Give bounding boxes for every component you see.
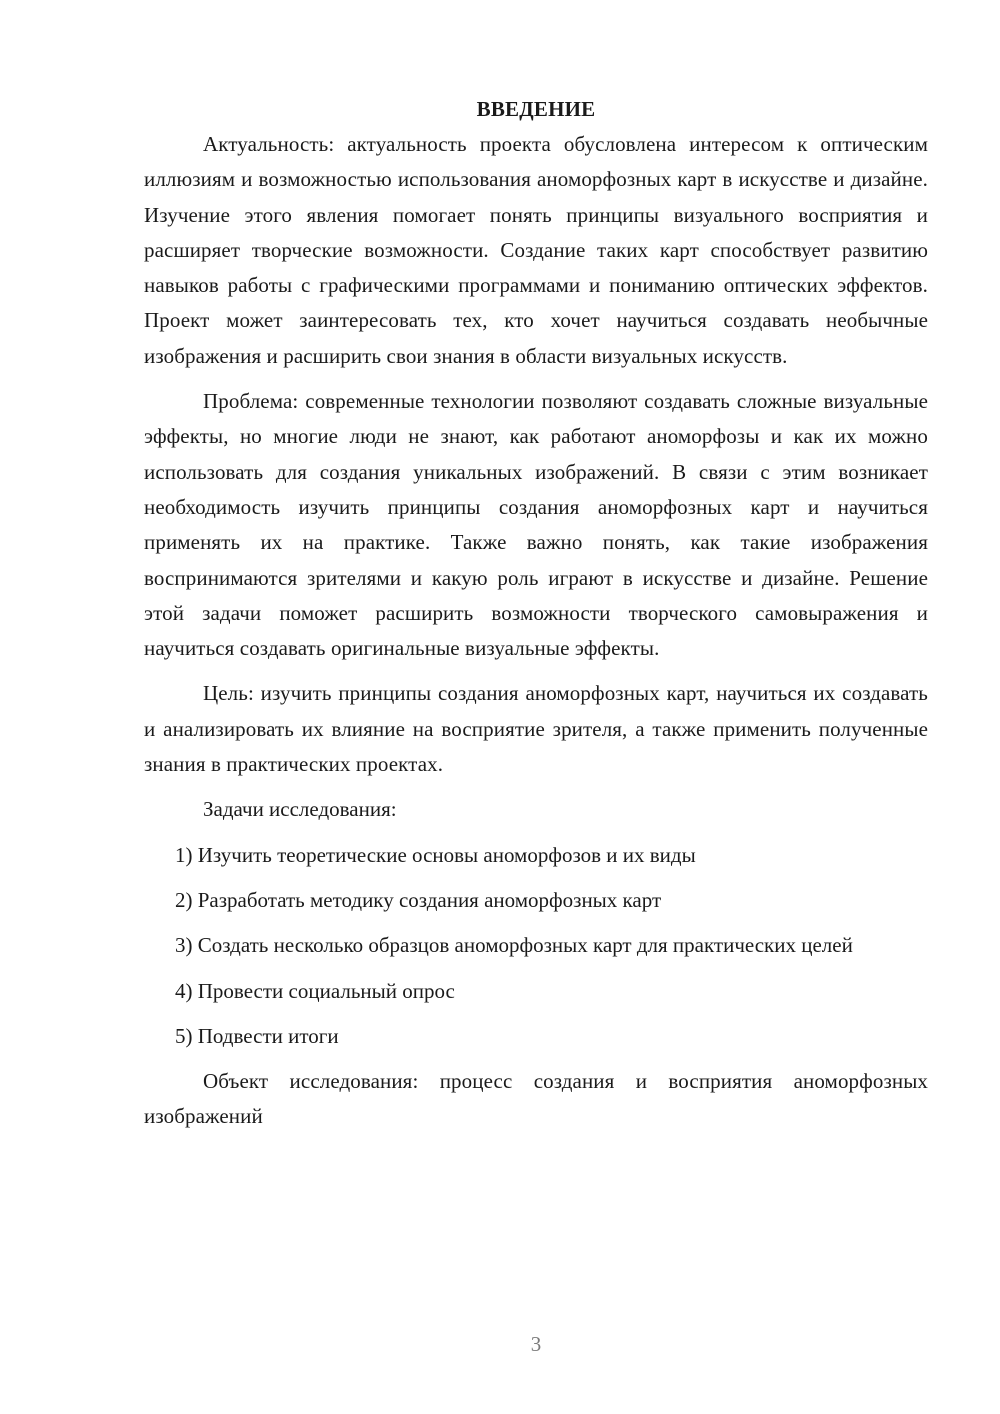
problem-paragraph: Проблема: современные технологии позволяют создавать сложные визуальные эффекты, но многие люди не знают, как работают аноморфозы и как их можно использовать для создания уникальных изображений. В связи с этим возникает необходимость изучить принципы создания аноморфозных карт и научиться применять их на практике. Также важно понять, как такие изображения воспринимаются зрителями и какую роль играют в искусстве и дизайне. Решение этой задачи поможет расширить возможности творческого самовыражения и научиться создавать оригинальные визуальные эффекты. — [144, 389, 928, 661]
page-title: ВВЕДЕНИЕ — [476, 97, 596, 121]
task-item-4: 4) Провести социальный опрос — [175, 978, 455, 1003]
relevance-paragraph: Актуальность: актуальность проекта обусловлена интересом к оптическим иллюзиям и возможностью использования аноморфозных карт в искусстве и дизайне. Изучение этого явления помогает понять принципы визуального восприятия и расширяет творческие возможности. Создание таких карт способствует развитию навыков работы с графическими программами и пониманию оптических эффектов. Проект может заинтересовать тех, кто хочет научиться создавать необычные изображения и расширить свои знания в области визуальных искусств. — [144, 132, 928, 368]
task-item-2: 2) Разработать методику создания аноморфозных карт — [175, 887, 662, 912]
tasks-heading: Задачи исследования: — [203, 797, 397, 822]
object-paragraph: Объект исследования: процесс создания и восприятия аноморфозных изображений — [144, 1069, 928, 1129]
task-item-5: 5) Подвести итоги — [175, 1023, 339, 1048]
page-number: 3 — [530, 1332, 542, 1356]
task-item-3: 3) Создать несколько образцов аноморфозных карт для практических целей — [175, 933, 853, 958]
goal-paragraph: Цель: изучить принципы создания аноморфозных карт, научиться их создавать и анализировать их влияние на восприятие зрителя, а также применить полученные знания в практических проектах. — [144, 681, 928, 777]
document-page — [144, 92, 928, 1135]
task-item-1: 1) Изучить теоретические основы аноморфозов и их виды — [175, 842, 696, 867]
